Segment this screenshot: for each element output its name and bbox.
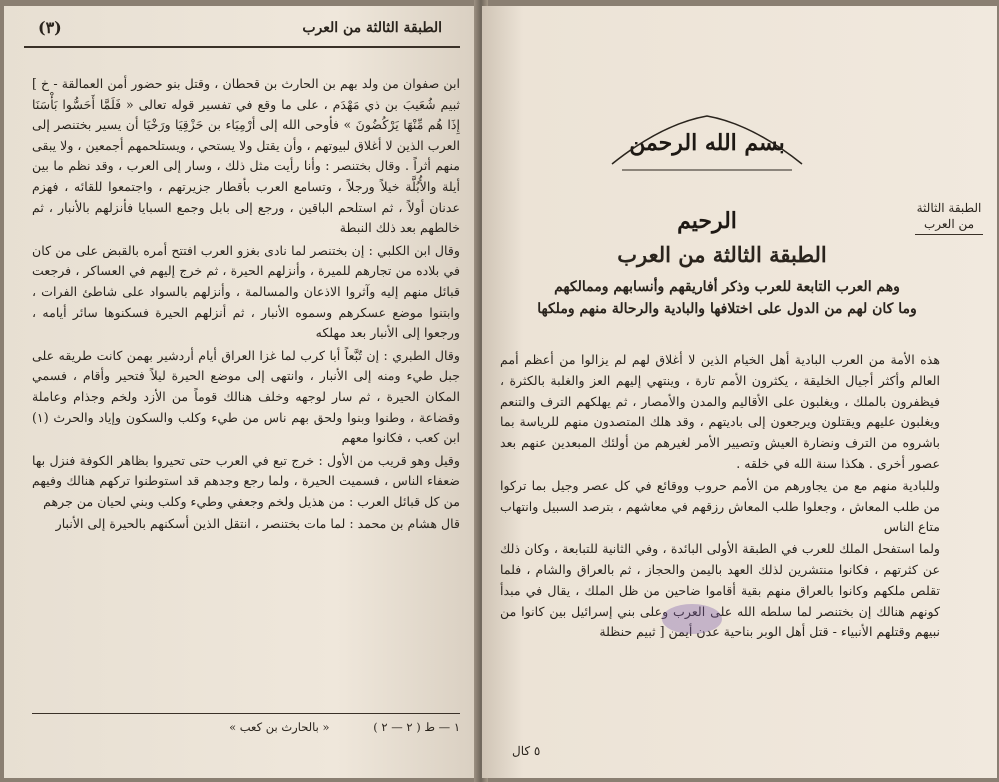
subtitle-line: وهم العرب التابعة للعرب وذكر أفاريقهم وأنسابهم وممالكهم (554, 279, 900, 295)
page-number: (٣) (38, 18, 62, 37)
margin-note-line: الطبقة الثالثة (916, 201, 982, 215)
footnote-text: « بالحارث بن كعب » (229, 720, 330, 734)
right-page (482, 6, 997, 778)
left-page (4, 6, 480, 778)
paragraph: ابن صفوان من ولد بهم بن الحارث بن قحطان ، وقتل بنو حضور أمن العمالقة - خ ] ثبيم شُعَيبَ بن ذي مَهْدَم ، على ما وقع في تفسير قوله تعالى « فَلَمَّا أَحَسُّوا بَأْسَنَا إِذَا هُم مِّنْهَا يَرْكُضُونَ » فأوحى الله إلى أرْمِيَاء بن حَزْقِيَا ورَخْيَا أن يسير بختنصر إلى العرب الذين لا أغلاق لبيوتهم ، وأن يقتل ولا يستحي ، ويستلحمهم أجمعين ، ولا يبقى منهم أثراً . وقال بختنصر : وأنا رأيت مثل ذلك ، وسار إلى العرب ، وقد نظم ما بين أيلة والأُبُلَّة خيلاً ورجلاً ، وتسامع العرب بأقطار جزيرتهم ، واجتمعوا للقائه ، فهزم عدنان أولاً ، ثم استلحم الباقين ، ورجع إلى بابل وجمع السبايا فأنزلهم بالأنبار ، ثم خالطهم بعد ذلك النبطة (31, 76, 460, 236)
footnote (32, 720, 460, 734)
calligraphy-frame-icon (602, 104, 812, 182)
header-rule (24, 46, 460, 48)
basmala-text: بسم الله الرحمن الرحيم (629, 130, 785, 234)
footnote-rule (32, 713, 460, 714)
left-body (32, 74, 460, 537)
right-body (500, 350, 940, 644)
signature-mark: ٥ كال (512, 744, 541, 758)
footnote-ref: ١ — ط ( ٢ — ٢ ) (373, 720, 460, 734)
paragraph: ولما استفحل الملك للعرب في الطبقة الأولى البائدة ، وفي الثانية للتبابعة ، وكان ذلك عن كثرتهم ، فكانوا منتشرين لذلك العهد باليمن والحجاز ، ثم بالعراق والشام ، فلما تقلص ملكهم وكانوا بالعراق منهم بقية أقاموا ضاحين من ظل الملك ، يقال في مبدأ كونهم هنالك إن بختنصر لما سلطه الله على العرب وعلى بني إسرائيل بين كانوا من نبيهم وقتلهم الأنبياء - قتل أهل الوبر بناحية عدن أيمن [ ثبيم حنظلة (500, 541, 940, 640)
paragraph: وقال الطبري : إن تُبَّعاً أبا كرب لما غزا العراق أيام أردشير بهمن كانت طريقه على جبل طيء ومنه إلى الأنبار ، وانتهى إلى موضع الحيرة ليلاً فتحير وأقام ، فسمي المكان الحيرة ، ثم سار لوجهه وخلف هنالك قوماً من الأزد ولخم وجذام وعاملة وقضاعة ، وطنوا وبنوا ولحق بهم ناس من طيء وكلب والسكون وإياد والحرث (١) ابن كعب ، فكانوا معهم (32, 347, 460, 446)
chapter-title: الطبقة الثالثة من العرب (617, 242, 827, 267)
running-title: الطبقة الثالثة من العرب (302, 20, 442, 36)
paragraph: وللبادية منهم مع من يجاورهم من الأمم حروب ووقائع في كل عصر وجيل بما تركوا من طلب المعاش ، وجعلوا طلب المعاش رزقهم في معاشهم ، بترصد السبيل وانتهاب متاع الناس (500, 477, 940, 535)
margin-note (909, 200, 989, 235)
chapter-subtitle (522, 276, 932, 320)
paragraph: وقال ابن الكلبي : إن بختنصر لما نادى بغزو العرب افتتح أمره بالقبض على من كان في بلاده من تجارهم للميرة ، وأنزلهم الحيرة ، ثم خرج إليهم في العساكر ، فرجعت قبائل منهم إليه وآثروا الاذعان والمسالمة ، وأنزلهم بالسواد على شاطئ الفرات ، وابتنوا موضع عسكرهم وسموه الأنبار ، ثم أنزلهم الحيرة فسكنوها سائر أيامه ، ورجعوا إلى الأنبار بعد مهلكه (32, 242, 460, 341)
subtitle-line: وما كان لهم من الدول على اختلافها والبادية والرحالة منهم وملكها (537, 301, 917, 317)
margin-note-line: من العرب (923, 217, 975, 231)
paragraph: وقيل وهو قريب من الأول : خرج تبع في العرب حتى تحيروا بظاهر الكوفة فنزل بها ضعفاء الناس ، فسميت الحيرة ، ولما رجع وجدهم قد استوطنوا تركهم هنالك وفيهم من كل قبائل العرب : من هذيل ولخم وجعفي وطيء وكلب وبني لحيان من جرهم (32, 452, 460, 509)
ink-stamp (662, 604, 722, 634)
paragraph: قال هشام بن محمد : لما مات بختنصر ، انتقل الذين أسكنهم بالحيرة إلى الأنبار (55, 516, 460, 532)
paragraph: هذه الأمة من العرب البادية أهل الخيام الذين لا أغلاق لهم لم يزالوا من أعظم أمم العالم وأكثر أجيال الخليقة ، يكثرون الأمم تارة ، وينتهي إليهم العز والغلبة بالكثرة ، فيظفرون بالملك ، ويغلبون على الأقاليم والمدن والأمصار ، ثم يهلكهم الترف والتنعم ويغلبون عليهم ويقتلون ويرجعون إلى باديتهم ، وقد هلك المتصدون منهم للرياسة بما باشروه من الترف ونضارة العيش وتصيير الأمر لغيرهم من أولئك المبعدين عنهم بعد عصور أخرى . هكذا سنة الله في خلقه . (500, 352, 940, 471)
left-header (24, 20, 460, 46)
basmala-calligraphy (602, 104, 812, 234)
margin-note-rule (915, 234, 983, 235)
